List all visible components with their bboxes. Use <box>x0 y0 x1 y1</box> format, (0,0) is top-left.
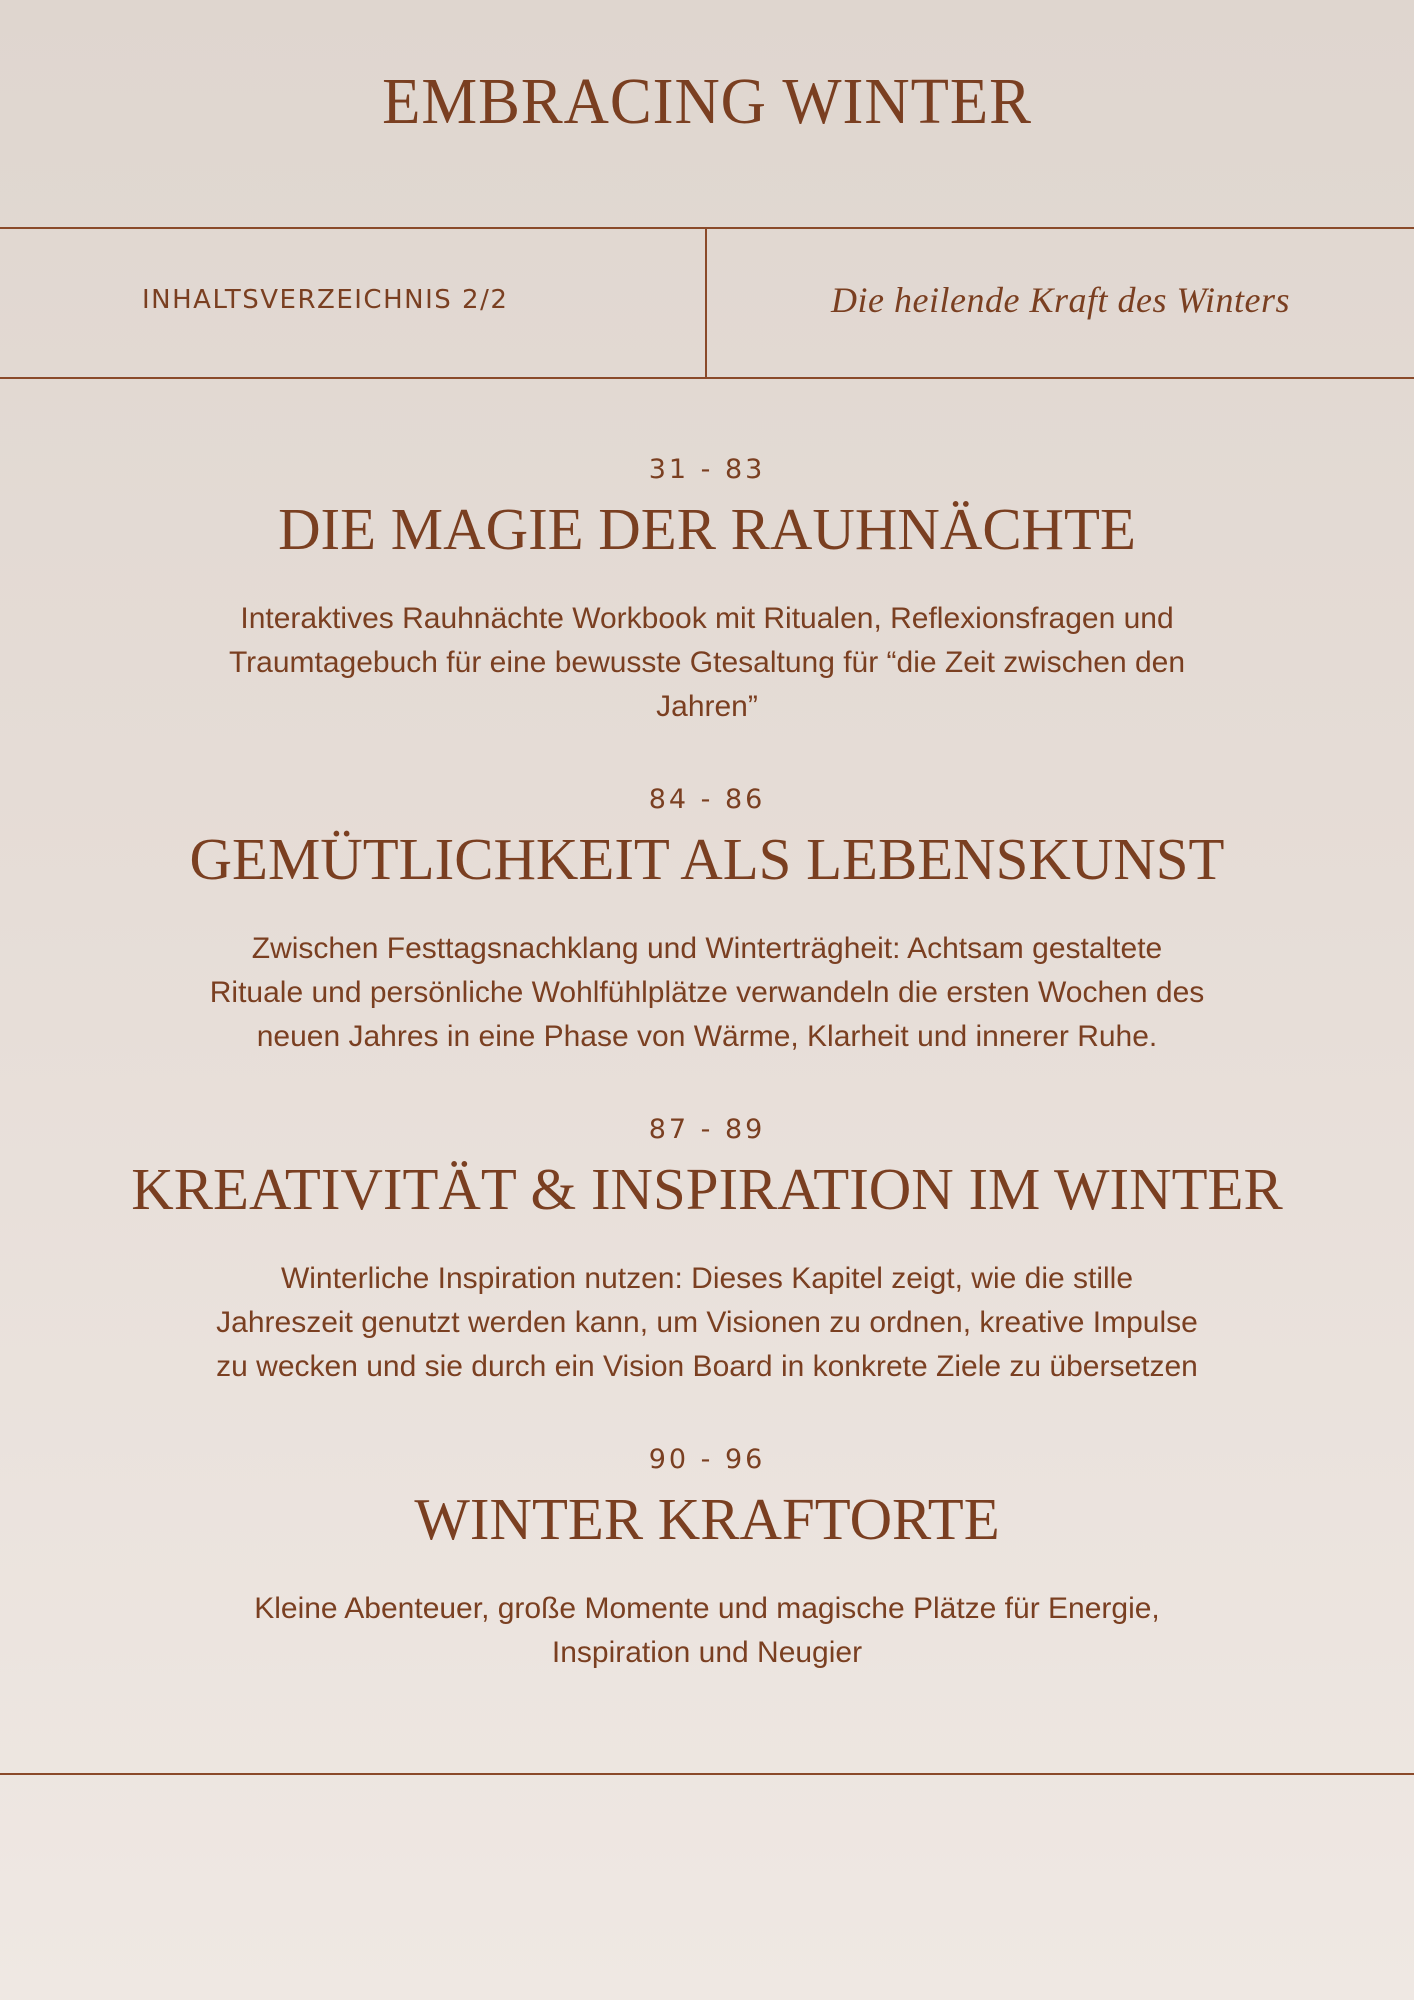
description-line: Jahreszeit genutzt werden kann, um Visionen zu ordnen, kreative Impulse <box>216 1306 1198 1339</box>
divider-top <box>0 227 1414 229</box>
toc-label: INHALTSVERZEICHNIS 2/2 <box>142 285 509 315</box>
page-range: 90 - 96 <box>648 1444 766 1475</box>
toc-section-1 <box>0 453 1414 729</box>
document-title: EMBRACING WINTER <box>382 65 1032 138</box>
chapter-description <box>137 927 1277 1059</box>
document-subtitle: Die heilende Kraft des Winters <box>831 280 1290 320</box>
description-line: Zwischen Festtagsnachklang und Winterträgheit: Achtsam gestaltete <box>251 932 1163 965</box>
description-line: Inspiration und Neugier <box>551 1636 863 1669</box>
toc-section-2 <box>0 783 1414 1059</box>
chapter-description <box>137 1257 1277 1389</box>
toc-section-4 <box>0 1443 1414 1675</box>
page-range: 87 - 89 <box>648 1114 766 1145</box>
chapter-title: DIE MAGIE DER RAUHNÄCHTE <box>278 497 1136 562</box>
description-line: zu wecken und sie durch ein Vision Board in konkrete Ziele zu übersetzen <box>216 1350 1198 1383</box>
chapter-description <box>137 1587 1277 1675</box>
page-range: 31 - 83 <box>648 454 766 485</box>
page-range: 84 - 86 <box>648 784 766 815</box>
chapter-description <box>137 597 1277 729</box>
description-line: Traumtagebuch für eine bewusste Gtesaltung für “die Zeit zwischen den <box>228 646 1186 679</box>
chapter-title: WINTER KRAFTORTE <box>414 1487 1000 1552</box>
chapter-title: GEMÜTLICHKEIT ALS LEBENSKUNST <box>189 827 1225 892</box>
toc-section-3 <box>0 1113 1414 1389</box>
description-line: Interaktives Rauhnächte Workbook mit Ritualen, Reflexionsfragen und <box>240 602 1174 635</box>
description-line: Jahren” <box>656 690 758 723</box>
description-line: Kleine Abenteuer, große Momente und magische Plätze für Energie, <box>254 1592 1160 1625</box>
description-line: Winterliche Inspiration nutzen: Dieses Kapitel zeigt, wie die stille <box>280 1262 1134 1295</box>
divider-banner-bottom <box>0 377 1414 379</box>
chapter-title: KREATIVITÄT & INSPIRATION IM WINTER <box>131 1157 1283 1222</box>
description-line: neuen Jahres in eine Phase von Wärme, Klarheit und innerer Ruhe. <box>256 1020 1158 1053</box>
description-line: Rituale und persönliche Wohlfühlplätze verwandeln die ersten Wochen des <box>209 976 1205 1009</box>
divider-bottom <box>0 1773 1414 1775</box>
